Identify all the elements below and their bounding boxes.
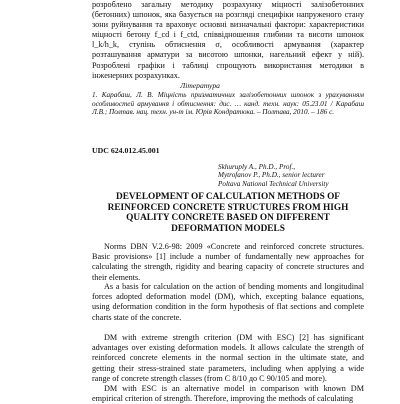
literature-item: 1. Карабаш, Л. В. Міцність призматичних залізобетонних шпонок з урахуванням особливостей армування і обтиснення: дис. … канд. техн. наук: 05.23.01 / Карабаш Л.В.; Полтав. нац. техн. ун-т ім. Юрія Кондратюка. – Полтава, 2010. – 186 с. (92, 91, 364, 117)
body-paragraph: DM with ESC is an alternative model in comparison with known DM empirical criterion of strength. Therefore, improving the methods of calculating (92, 384, 364, 404)
body-paragraph: DM with extreme strength criterion (DM with ESC) [2] has significant advantages over existing deformation models. It allows calculate the strength of reinforced concrete elements in the normal section in the ultimate state, and getting their stress-strained state parameters, including when applying a wide range of concrete strength classes (from C 8/10 до C 90/105 and more). (92, 333, 364, 383)
literature-heading: Література (180, 81, 220, 90)
authors-block (218, 163, 368, 188)
author-line: Mytrofanov P., Ph.D., senior lecturer (218, 171, 325, 180)
article-title: DEVELOPMENT OF CALCULATION METHODS OF REINFORCED CONCRETE STRUCTURES FROM HIGH QUALITY CONCRETE BASED ON DIFFERENT DEFORMATION MODELS (107, 192, 349, 234)
body-paragraph: Norms DBN V.2.6-98: 2009 «Concrete and reinforced concrete structures. Basic provisions» [1] include a number of fundamentally new approaches for calculating the strength, rigidity and bearing capacity of concrete structures and their elements. (92, 242, 364, 282)
ukrainian-summary-paragraph: розроблено загальну методику розрахунку міцності залізобетонних (бетонних) шпонок, яка базується на розгляді специфіки напруженого стану зони руйнування та враховує основні визначальні фактори: характеристики міцності бетону f_cd і f_ctd, співвідношення глибини та висоти шпонок l_k/h_k, ступінь обтиснення σ, особливості армування (характер розташування арматури за висотою шпонки, нагельний ефект у ній). Розроблені графіки і таблиці спрощують використання методики в інженерних розрахунках. (92, 0, 364, 80)
body-paragraph: As a basis for calculation on the action of bending moments and longitudinal forces adopted deformation model (DM), which, excepting balance equations, using deformation condition in the form hypothesis of flat sections and complete charts state of the concrete. (92, 282, 364, 322)
affiliation-line: Poltava National Technical University (218, 179, 329, 188)
udc-code: UDC 624.012.45.001 (92, 146, 160, 155)
author-line: Skhuruply A., Ph.D., Prof., (218, 163, 296, 171)
